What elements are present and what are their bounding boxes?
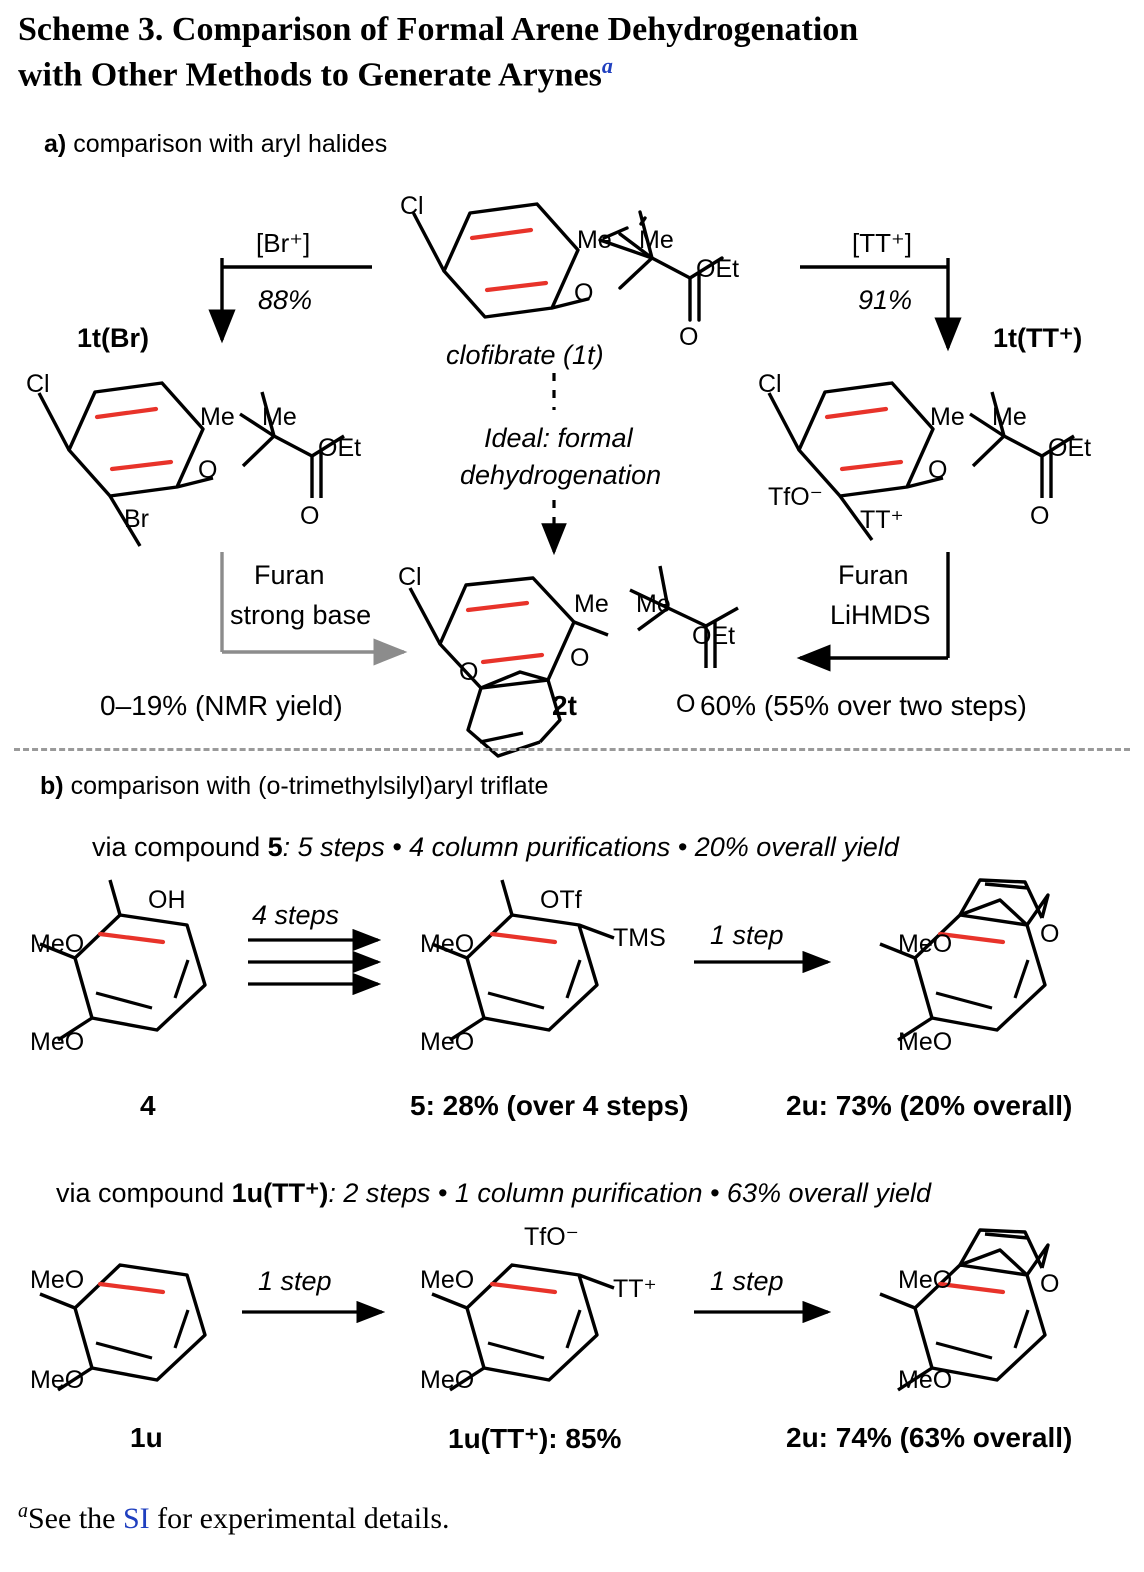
atom-cl-1ttt: Cl	[758, 370, 782, 398]
atom-o-bridge-2u-r1: O	[1040, 920, 1060, 948]
route1-arrow2-label: 1 step	[710, 920, 784, 950]
footnote-before: See the	[28, 1502, 123, 1535]
atom-meo-1-cmpd4: MeO	[30, 930, 85, 958]
section-a-tag: a)	[44, 130, 67, 158]
atom-me1-2t: Me	[574, 590, 609, 618]
route1-arrow1-label: 4 steps	[252, 900, 340, 930]
atom-oet-1ttt: OEt	[1048, 434, 1092, 462]
atom-tfo-1ttt: TfO⁻	[768, 483, 823, 511]
atom-oet-2t: OEt	[692, 622, 736, 650]
atom-me2-1ttt: Me	[992, 403, 1027, 431]
route1-header	[92, 832, 899, 863]
route1-mid-label-text: 5: 28% (over 4 steps)	[410, 1090, 689, 1121]
route2-start-label: 1u	[130, 1422, 163, 1453]
route1-header-bold: 5	[267, 832, 283, 862]
route1-end-label-text: 2u: 73% (20% overall)	[786, 1090, 1073, 1121]
route2-end-label-text: 2u: 74% (63% overall)	[786, 1422, 1073, 1453]
section-divider	[14, 748, 1130, 751]
route2-arrow2-label: 1 step	[710, 1266, 784, 1296]
atom-tt-1ttt: TT⁺	[860, 506, 904, 534]
atom-oet-clofibrate: OEt	[696, 255, 740, 283]
label-1t-br: 1t(Br)	[77, 323, 149, 353]
label-1t-tt: 1t(TT⁺)	[993, 323, 1083, 353]
atom-meo-2-cmpd4: MeO	[30, 1028, 85, 1056]
section-a-heading-text: comparison with aryl halides	[73, 130, 388, 158]
atom-o-ether-2t: O	[570, 644, 590, 672]
route2-header	[56, 1178, 931, 1209]
label-tt-yield: 91%	[858, 285, 913, 315]
route2-mid-label-text: 1u(TT⁺): 85%	[448, 1423, 622, 1454]
route2-header-prefix: via compound	[56, 1178, 232, 1208]
title-line-2: with Other Methods to Generate Arynes	[18, 55, 602, 93]
atom-meo-1-1u: MeO	[30, 1266, 85, 1294]
footnote-after: for experimental details.	[149, 1502, 450, 1535]
label-right-result	[700, 690, 1027, 722]
section-b-tag: b)	[40, 772, 64, 800]
title-line-1: Scheme 3. Comparison of Formal Arene Dehydrogenation	[18, 11, 859, 48]
atom-o-bridge-2t: O	[459, 658, 479, 686]
route2-end-label	[786, 1422, 1072, 1454]
atom-o-carbonyl-1tbr: O	[300, 502, 320, 530]
atom-br-1tbr: Br	[124, 505, 149, 533]
atom-tms-cmpd5: TMS	[613, 924, 666, 952]
atom-meo-2-1utt: MeO	[420, 1366, 475, 1394]
atom-me2-clofibrate: Me	[639, 226, 674, 254]
label-right-cond-1: Furan	[838, 560, 909, 590]
atom-otf-cmpd5: OTf	[540, 886, 582, 914]
label-right-cond-2: LiHMDS	[830, 600, 931, 630]
atom-me1-1tbr: Me	[200, 403, 235, 431]
atom-meo-2-1u: MeO	[30, 1366, 85, 1394]
atom-oet-1tbr: OEt	[318, 434, 362, 462]
atom-tt-1utt: TT⁺	[613, 1275, 657, 1303]
atom-meo-1-2u-r2: MeO	[898, 1266, 953, 1294]
route1-header-prefix: via compound	[92, 832, 268, 862]
label-left-result: 0–19% (NMR yield)	[100, 690, 343, 721]
atom-cl-2t: Cl	[398, 563, 422, 591]
atom-cl-1tbr: Cl	[26, 370, 50, 398]
atom-me2-2t: Me	[636, 590, 671, 618]
label-left-cond-2: strong base	[230, 600, 372, 630]
route2-header-bold: 1u(TT⁺)	[231, 1178, 329, 1208]
atom-meo-2-2u-r2: MeO	[898, 1366, 953, 1394]
section-b-heading-inner: comparison with (o-trimethylsilyl)aryl triflate	[70, 772, 549, 800]
atom-meo-1-cmpd5: MeO	[420, 930, 475, 958]
label-2t: 2t	[552, 690, 577, 721]
atom-cl-clofibrate: Cl	[400, 192, 424, 220]
label-ideal-line2: dehydrogenation	[460, 460, 662, 490]
label-clofibrate-text: clofibrate (1t)	[446, 340, 604, 370]
atom-o-ether-1ttt: O	[928, 456, 948, 484]
route1-start-label: 4	[140, 1090, 156, 1121]
atom-meo-1-1utt: MeO	[420, 1266, 475, 1294]
atom-o-ether-1tbr: O	[198, 456, 218, 484]
section-b-heading-text	[71, 772, 549, 800]
footnote-si-link[interactable]: SI	[122, 1502, 150, 1535]
footnote-marker: a	[18, 1500, 28, 1522]
route2-header-rest: : 2 steps • 1 column purification • 63% overall yield	[328, 1178, 932, 1208]
atom-me1-1ttt: Me	[930, 403, 965, 431]
title-footnote-marker: a	[601, 52, 613, 78]
route2-mid-label	[448, 1422, 621, 1455]
route1-mid-label	[410, 1090, 689, 1122]
footnote	[18, 1500, 450, 1536]
label-br-reagent: [Br⁺]	[256, 228, 311, 258]
atom-o-bridge-2u-r2: O	[1040, 1270, 1060, 1298]
route1-end-label	[786, 1090, 1072, 1122]
page-title	[18, 8, 1128, 96]
route2-arrow1-label: 1 step	[258, 1266, 332, 1296]
label-left-cond-1: Furan	[254, 560, 325, 590]
atom-o-carbonyl-clofibrate: O	[679, 323, 699, 351]
route1-header-rest: : 5 steps • 4 column purifications • 20% overall yield	[282, 832, 899, 862]
atom-meo-1-2u-r1: MeO	[898, 930, 953, 958]
atom-me2-1tbr: Me	[262, 403, 297, 431]
atom-me1-clofibrate: Me	[577, 226, 612, 254]
section-b-heading	[40, 772, 548, 801]
label-clofibrate	[446, 340, 604, 371]
atom-oh-cmpd4: OH	[148, 886, 186, 914]
section-a-heading	[44, 130, 387, 159]
atom-meo-2-cmpd5: MeO	[420, 1028, 475, 1056]
atom-o-carbonyl-2t: O	[676, 690, 696, 718]
label-br-yield: 88%	[258, 285, 313, 315]
label-right-result-text: 60% (55% over two steps)	[700, 690, 1027, 721]
atom-o-carbonyl-1ttt: O	[1030, 502, 1050, 530]
atom-tfo-1utt: TfO⁻	[524, 1223, 579, 1251]
atom-o-ether-clofibrate: O	[574, 279, 594, 307]
label-tt-reagent: [TT⁺]	[852, 228, 912, 258]
atom-meo-2-2u-r1: MeO	[898, 1028, 953, 1056]
label-ideal-line1: Ideal: formal	[484, 423, 633, 453]
